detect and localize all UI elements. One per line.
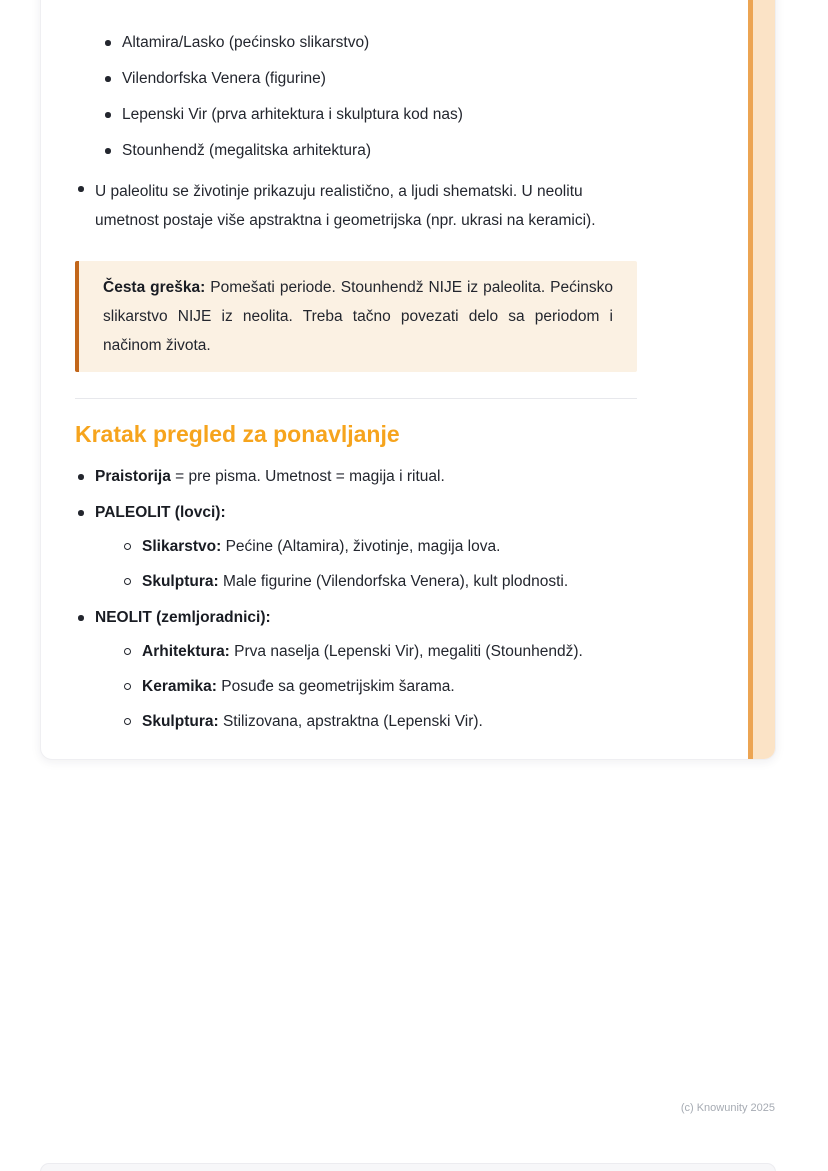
term-bold: NEOLIT (zemljoradnici): [95,609,271,626]
list-item [102,67,637,91]
list-item [122,640,637,664]
list-item [102,31,637,55]
term-rest: Prva naselja (Lepenski Vir), megaliti (Stounhendž). [229,643,583,660]
term-rest: Pećine (Altamira), životinje, magija lova. [221,538,501,555]
list-item-text: Stounhendž (megalitska arhitektura) [122,142,371,159]
list-item [75,501,637,594]
list-item [122,675,637,699]
section-heading: Kratak pregled za ponavljanje [75,421,400,447]
term-rest: = pre pisma. Umetnost = magija i ritual. [170,468,445,485]
list-item [102,139,637,163]
list-item-text: Vilendorfska Venera (figurine) [122,70,326,87]
callout-text [103,273,613,360]
section-divider [75,398,637,399]
term-bold: Arhitektura: [142,643,230,660]
note-content [75,31,637,746]
term-rest: Stilizovana, apstraktna (Lepenski Vir). [218,713,483,730]
list-item [75,606,637,734]
list-item [122,710,637,734]
term-bold: Skulptura: [142,573,219,590]
list-item [122,535,637,559]
neolit-sublist [122,640,637,734]
paleolit-sublist [122,535,637,594]
term-bold: Keramika: [142,678,217,695]
copyright-footer: (c) Knowunity 2025 [680,1102,775,1114]
list-item-text: Altamira/Lasko (pećinsko slikarstvo) [122,34,370,51]
note-page-card [40,0,776,760]
examples-sublist [102,31,637,163]
summary-list [75,465,637,734]
accent-stripe-dark [748,0,753,759]
list-item [122,570,637,594]
accent-stripe-light [753,0,775,759]
list-item-text: U paleolitu se životinje prikazuju realistično, a ljudi shematski. U neolitu umetnost postaje više apstraktna i geometrijska (npr. ukrasi na keramici). [95,183,596,229]
term-bold: Skulptura: [142,713,219,730]
term-rest: Posuđe sa geometrijskim šarama. [216,678,455,695]
callout-label: Česta greška: [103,279,206,296]
term-bold: PALEOLIT (lovci): [95,504,226,521]
list-item [75,465,637,489]
list-item-text: Lepenski Vir (prva arhitektura i skulptura kod nas) [122,106,463,123]
callout-body: Pomešati periode. Stounhendž NIJE iz paleolita. Pećinsko slikarstvo NIJE iz neolita. Treba tačno povezati delo sa periodom i načinom života. [103,279,614,354]
common-mistake-callout [75,261,637,372]
list-item [102,103,637,127]
term-bold: Praistorija [95,468,171,485]
next-page-edge [40,1163,776,1171]
paleolit-note-list [75,177,637,235]
term-bold: Slikarstvo: [142,538,222,555]
term-rest: Male figurine (Vilendorfska Venera), kult plodnosti. [218,573,569,590]
list-item [75,177,637,235]
